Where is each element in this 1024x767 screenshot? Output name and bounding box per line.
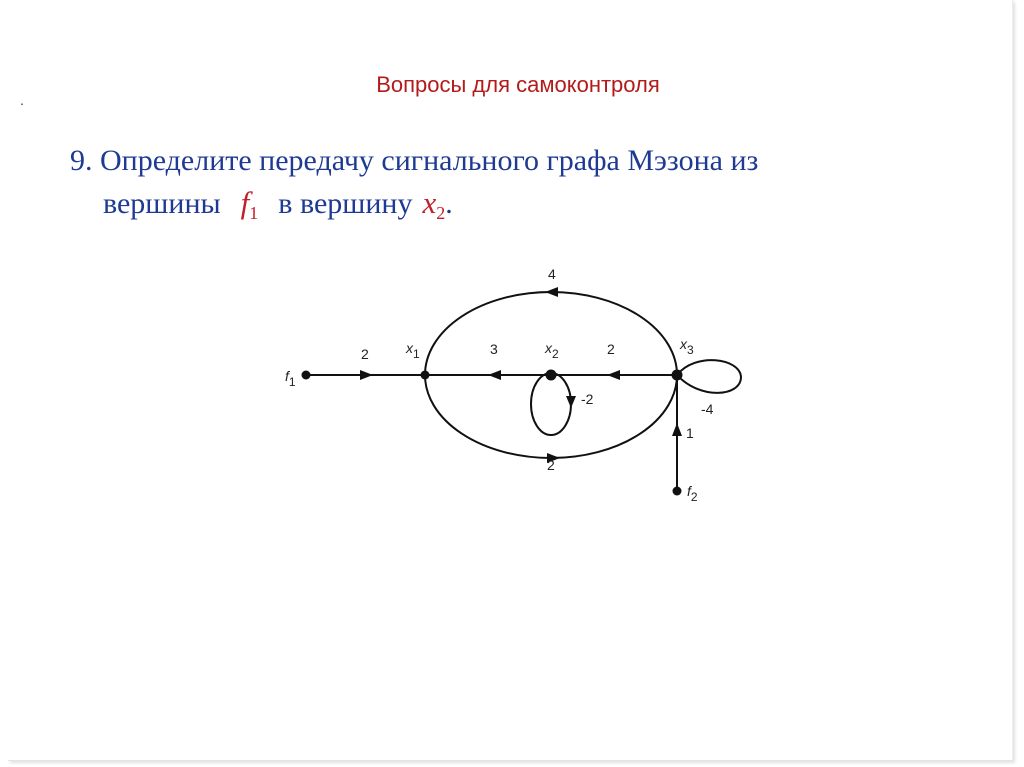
self-loop-x2	[531, 373, 571, 435]
arrow-x3-x1-top	[545, 287, 558, 297]
arrow-self-loop-x2	[566, 396, 576, 408]
node-f2	[673, 487, 682, 496]
node-x2	[546, 370, 557, 381]
weight-f1-x1: 2	[361, 346, 369, 362]
slide-dot-mark: .	[20, 92, 24, 108]
weight-x3-x2: 2	[607, 341, 615, 357]
self-loop-x3	[677, 360, 741, 393]
weight-self-loop-x2: -2	[581, 391, 594, 407]
slide-title: Вопросы для самоконтроля	[376, 72, 660, 97]
question-end: .	[445, 187, 453, 220]
arrow-x2-x1	[488, 370, 501, 380]
question-line1-text: Определите передачу сигнального графа Мэзона из	[100, 144, 759, 177]
weight-x2-x1: 3	[490, 341, 498, 357]
label-x2: x2	[545, 340, 559, 361]
weight-x1-x3-bottom: 2	[547, 457, 555, 473]
arrow-f2-x3	[672, 423, 682, 436]
weight-f2-x3: 1	[686, 425, 694, 441]
question-line2-prefix: вершины	[103, 187, 221, 220]
arrow-f1-x1	[360, 370, 373, 380]
node-x1	[421, 371, 430, 380]
weight-x3-x1-top: 4	[548, 266, 556, 282]
source-sub: 1	[249, 203, 259, 223]
arrow-x3-x2	[607, 370, 620, 380]
node-f1	[302, 371, 311, 380]
label-x1: x1	[406, 340, 420, 361]
node-x3	[672, 370, 683, 381]
question-middle: в вершину	[278, 187, 413, 220]
label-x3: x3	[680, 336, 694, 357]
question-number: 9.	[70, 144, 93, 177]
source-var: f	[240, 185, 250, 220]
target-var: x	[422, 185, 437, 220]
label-f1: f1	[285, 368, 296, 389]
target-sub: 2	[436, 203, 446, 223]
label-f2: f2	[687, 483, 698, 504]
weight-self-loop-x3: -4	[701, 401, 714, 417]
